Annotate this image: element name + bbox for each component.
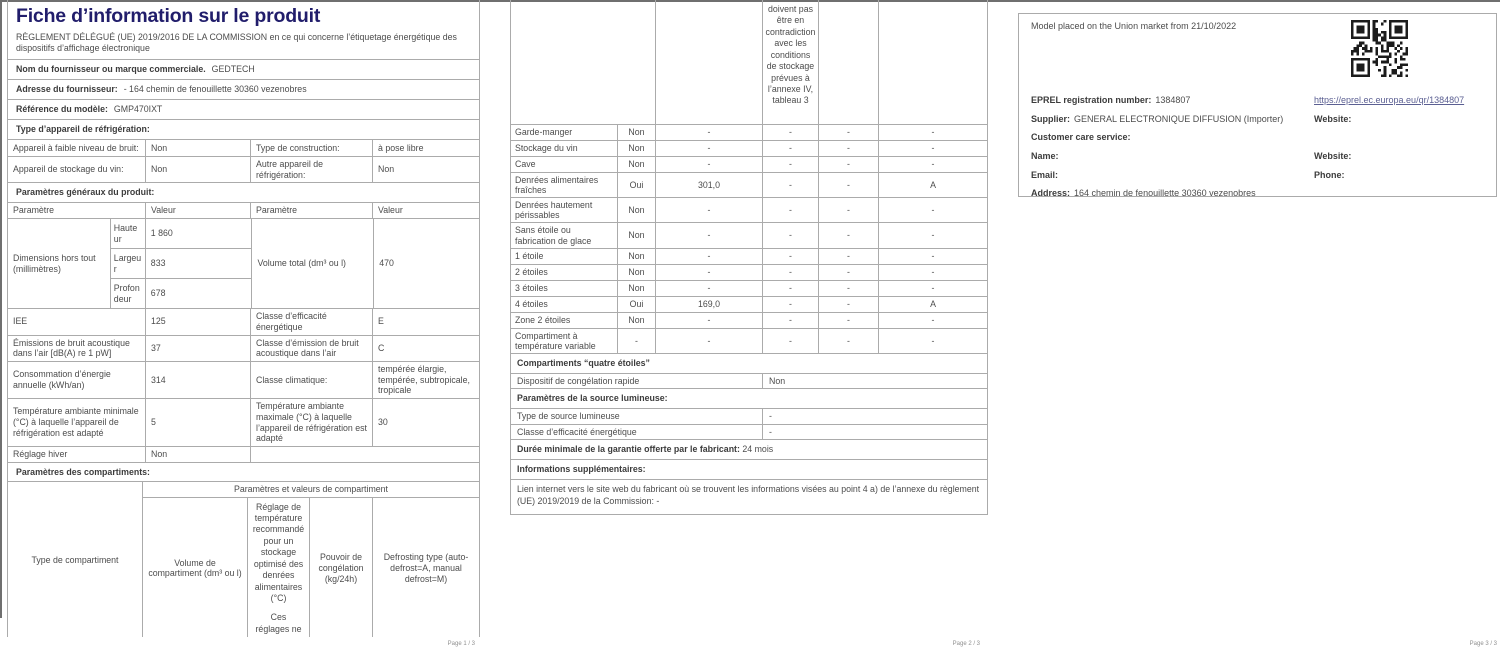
- website-label: Website:: [1314, 114, 1352, 124]
- table-row: [511, 409, 987, 425]
- table-row: [8, 157, 479, 183]
- header-continuation-row: [511, 0, 987, 125]
- supplier-address-label: Adresse du fournisseur:: [16, 84, 118, 95]
- model-reference-label: Référence du modèle:: [16, 104, 108, 115]
- volume-cell: -: [656, 125, 763, 140]
- param-value-header-row: [8, 203, 479, 219]
- compartment-type-cell: Garde-manger: [511, 125, 618, 140]
- table-row: [8, 336, 479, 362]
- compartment-type-cell: Denrées hautement périssables: [511, 198, 618, 222]
- dimension-sub-row: [111, 279, 252, 308]
- temp-setting-col-header: [248, 498, 310, 637]
- dimensions-row: [8, 219, 479, 309]
- param-cell: Consommation d’énergie annuelle (kWh/an): [8, 362, 146, 398]
- supplier-name-row: [8, 60, 479, 80]
- freeze-cell: -: [819, 281, 879, 296]
- dimension-sub-row: [111, 249, 252, 279]
- present-cell: Non: [618, 265, 656, 280]
- temp-cell: -: [763, 223, 819, 247]
- present-cell: Non: [618, 141, 656, 156]
- volume-cell: 169,0: [656, 297, 763, 312]
- present-cell: Non: [618, 223, 656, 247]
- eprel-label: EPREL registration number:: [1031, 95, 1152, 105]
- defrost-cell: A: [930, 299, 936, 310]
- table-row: [511, 297, 987, 313]
- freezing-capacity-col-header: Pouvoir de congélation (kg/24h): [310, 498, 373, 637]
- temp-cell: -: [763, 313, 819, 328]
- supplier-value: GENERAL ELECTRONIQUE DIFFUSION (Importer): [1074, 114, 1284, 124]
- empty-cell: [511, 0, 656, 124]
- name-line: [1031, 151, 1063, 162]
- temp-cell: -: [763, 249, 819, 264]
- address-label: Address:: [1031, 188, 1071, 198]
- volume-cell: 301,0: [656, 173, 763, 197]
- table-row: [511, 313, 987, 329]
- dimension-key: Largeur: [111, 249, 146, 278]
- volume-cell: -: [656, 223, 763, 247]
- present-cell: Oui: [618, 297, 656, 312]
- compartment-type-cell: Zone 2 étoiles: [511, 313, 618, 328]
- section-four-star: Compartiments “quatre étoiles”: [511, 354, 987, 374]
- table-row: [8, 140, 479, 157]
- page-footer-1: Page 1 / 3: [447, 641, 475, 647]
- present-cell: Non: [618, 281, 656, 296]
- compartment-type-cell: 3 étoiles: [511, 281, 618, 296]
- name-label: Name:: [1031, 151, 1059, 161]
- temp-cell: -: [763, 281, 819, 296]
- light-param-label: Type de source lumineuse: [511, 409, 763, 424]
- value-cell: 125: [146, 309, 251, 334]
- qr-code-icon: [1351, 20, 1408, 77]
- present-cell: Non: [618, 249, 656, 264]
- eprel-link-wrap: [1314, 95, 1464, 106]
- supplier-label: Supplier:: [1031, 114, 1071, 124]
- temp-setting-note: Ces réglages ne: [255, 612, 302, 634]
- warranty-label: Durée minimale de la garantie offerte par le fabricant:: [517, 444, 740, 455]
- freeze-cell: -: [819, 329, 879, 353]
- winter-setting-row: [8, 447, 479, 463]
- table-row: [511, 265, 987, 281]
- temp-cell: -: [763, 125, 819, 140]
- freeze-cell: -: [819, 223, 879, 247]
- website-label: Website:: [1314, 151, 1352, 161]
- light-param-value: -: [769, 411, 772, 422]
- customer-care-label: Customer care service:: [1031, 132, 1131, 142]
- volume-cell: -: [656, 265, 763, 280]
- value-cell: à pose libre: [378, 142, 424, 153]
- defrost-cell: -: [931, 267, 935, 278]
- volume-cell: -: [656, 198, 763, 222]
- temp-cell: -: [763, 265, 819, 280]
- section-light-source: Paramètres de la source lumineuse:: [511, 389, 987, 409]
- address-line: [1031, 188, 1256, 199]
- param-header: Paramètre: [251, 203, 373, 218]
- table-row: [8, 309, 479, 335]
- model-reference-value: GMP470IXT: [113, 104, 163, 115]
- freeze-cell: -: [819, 157, 879, 172]
- table-row: [511, 249, 987, 265]
- dimension-value: 678: [150, 288, 166, 299]
- fast-freeze-value: Non: [769, 375, 786, 386]
- compartment-rows: [511, 125, 987, 354]
- param-cell: Autre appareil de réfrigération:: [251, 157, 373, 182]
- website-line-2: [1314, 151, 1355, 162]
- light-param-label: Classe d’efficacité énergétique: [511, 425, 763, 440]
- defrost-cell: -: [931, 127, 935, 138]
- compartment-type-cell: 2 étoiles: [511, 265, 618, 280]
- temp-cell: -: [763, 157, 819, 172]
- value-cell: 37: [146, 336, 251, 361]
- temp-setting-text: Réglage de température recommandé pour un stockage optimisé des denrées alimentaires (°C): [252, 501, 305, 603]
- phone-line: [1314, 170, 1349, 181]
- fast-freeze-label: Dispositif de congélation rapide: [511, 374, 763, 389]
- fast-freeze-row: [511, 374, 987, 390]
- compartment-type-cell: Compartiment à température variable: [511, 329, 618, 353]
- compartment-header-block: [8, 482, 479, 637]
- value-cell: Non: [146, 157, 251, 182]
- table-row: [511, 141, 987, 157]
- param-cell: Classe d’efficacité énergétique: [251, 309, 373, 334]
- page-3: [1018, 13, 1497, 197]
- volume-cell: -: [656, 157, 763, 172]
- defrost-type-col-header: Defrosting type (auto-defrost=A, manual defrost=M): [383, 552, 469, 584]
- winter-value: Non: [146, 447, 251, 462]
- general-param-rows: [8, 309, 479, 447]
- table-row: [511, 425, 987, 441]
- table-row: [8, 399, 479, 447]
- page-2: [510, 0, 988, 515]
- dimension-key: Hauteur: [111, 219, 146, 248]
- dimensions-label: Dimensions hors tout (millimètres): [8, 219, 111, 308]
- supplier-name-label: Nom du fournisseur ou marque commerciale.: [16, 64, 206, 75]
- temp-cell: -: [763, 297, 819, 312]
- empty-cell: [879, 0, 987, 124]
- present-cell: Non: [618, 157, 656, 172]
- customer-care-line: [1031, 132, 1135, 143]
- winter-label: Réglage hiver: [8, 447, 146, 462]
- scan-edge-left: [0, 0, 2, 618]
- table-row: [511, 198, 987, 223]
- dimension-value: 833: [150, 258, 166, 269]
- dimension-key: Profondeur: [111, 279, 146, 308]
- light-source-rows: [511, 409, 987, 440]
- market-date-line: Model placed on the Union market from 21/10/2022: [1031, 21, 1237, 31]
- total-volume-label: Volume total (dm³ ou l): [252, 219, 374, 308]
- defrost-cell: A: [930, 180, 936, 191]
- freeze-cell: -: [819, 249, 879, 264]
- freeze-cell: -: [819, 125, 879, 140]
- temp-cell: -: [763, 141, 819, 156]
- present-cell: Oui: [618, 173, 656, 197]
- present-cell: Non: [618, 125, 656, 140]
- email-line: [1031, 170, 1062, 181]
- table-row: [511, 281, 987, 297]
- param-cell: Classe d’émission de bruit acoustique dans l’air: [251, 336, 373, 361]
- section-additional-info: Informations supplémentaires:: [511, 460, 987, 480]
- compartment-params-title: Paramètres et valeurs de compartiment: [143, 482, 479, 498]
- empty-cell: [819, 0, 879, 124]
- present-cell: -: [618, 329, 656, 353]
- defrost-cell: -: [931, 143, 935, 154]
- section-compartment-params: Paramètres des compartiments:: [8, 463, 479, 483]
- temp-cell: -: [763, 329, 819, 353]
- value-cell: C: [378, 342, 385, 353]
- phone-label: Phone:: [1314, 170, 1345, 180]
- param-header: Paramètre: [8, 203, 146, 218]
- volume-cell: -: [656, 141, 763, 156]
- dimension-value: 1 860: [150, 228, 173, 239]
- value-header: Valeur: [378, 205, 403, 216]
- compartment-type-col-header: Type de compartiment: [8, 482, 143, 637]
- temp-cell: -: [763, 198, 819, 222]
- value-cell: Non: [378, 164, 395, 175]
- defrost-cell: -: [931, 205, 935, 216]
- website-line-1: [1314, 114, 1355, 125]
- table-row: [8, 362, 479, 399]
- address-value: 164 chemin de fenouillette 30360 vezenobres: [1074, 188, 1256, 198]
- total-volume-value: 470: [379, 258, 394, 269]
- manufacturer-link-line: Lien internet vers le site web du fabricant où se trouvent les informations visées au point 4 a) de l’annexe du règlement (UE) 2019/2019 de la Commission: -: [517, 483, 980, 506]
- param-cell: Température ambiante maximale (°C) à laquelle l’appareil de réfrigération est adapté: [251, 399, 373, 446]
- page-title: Fiche d’information sur le produit: [16, 5, 321, 27]
- defrost-cell: -: [931, 283, 935, 294]
- value-cell: E: [378, 316, 384, 327]
- freeze-cell: -: [819, 265, 879, 280]
- supplier-address-row: [8, 80, 479, 100]
- temp-setting-continuation: doivent pas être en contradiction avec les conditions de stockage prévues à l’annexe IV, tableau 3: [763, 0, 819, 124]
- page-footer-3: Page 3 / 3: [1469, 641, 1497, 647]
- param-cell: Appareil de stockage du vin:: [8, 157, 146, 182]
- regulation-subtitle: RÈGLEMENT DÉLÉGUÉ (UE) 2019/2016 DE LA COMMISSION en ce qui concerne l’étiquetage énergétique des dispositifs d’affichage électronique: [8, 31, 479, 60]
- volume-col-header: Volume de compartiment (dm³ ou l): [143, 498, 248, 637]
- eprel-value: 1384807: [1155, 95, 1191, 105]
- supplier-name-value: GEDTECH: [211, 64, 255, 75]
- compartment-type-cell: Denrées alimentaires fraîches: [511, 173, 618, 197]
- value-cell: 30: [378, 417, 388, 428]
- compartment-type-cell: Cave: [511, 157, 618, 172]
- compartment-type-cell: Sans étoile ou fabrication de glace: [511, 223, 618, 247]
- volume-cell: -: [656, 281, 763, 296]
- compartment-type-cell: 4 étoiles: [511, 297, 618, 312]
- value-header: Valeur: [146, 203, 251, 218]
- param-cell: IEE: [8, 309, 146, 334]
- supplier-address-value: - 164 chemin de fenouillette 30360 vezenobres: [123, 84, 307, 95]
- eprel-registration-line: [1031, 95, 1190, 106]
- table-row: [511, 329, 987, 354]
- freeze-cell: -: [819, 313, 879, 328]
- table-row: [511, 173, 987, 198]
- dimension-sub-row: [111, 219, 252, 249]
- param-cell: Température ambiante minimale (°C) à laquelle l’appareil de réfrigération est adapté: [8, 399, 146, 446]
- param-cell: Appareil à faible niveau de bruit:: [8, 140, 146, 156]
- volume-cell: -: [656, 249, 763, 264]
- freeze-cell: -: [819, 198, 879, 222]
- warranty-value: 24 mois: [742, 444, 774, 455]
- table-row: [511, 157, 987, 173]
- supplier-line: [1031, 114, 1283, 125]
- eprel-qr-link[interactable]: https://eprel.ec.europa.eu/qr/1384807: [1314, 95, 1465, 105]
- light-param-value: -: [769, 426, 772, 437]
- dimensions-sub-rows: [111, 219, 253, 308]
- freeze-cell: -: [819, 141, 879, 156]
- freeze-cell: -: [819, 297, 879, 312]
- compartment-type-cell: Stockage du vin: [511, 141, 618, 156]
- defrost-cell: -: [931, 251, 935, 262]
- compartment-type-cell: 1 étoile: [511, 249, 618, 264]
- warranty-row: [511, 440, 987, 460]
- value-cell: Non: [146, 140, 251, 156]
- empty-cell: [251, 447, 479, 462]
- section-general-params: Paramètres généraux du produit:: [8, 183, 479, 203]
- param-cell: Classe climatique:: [251, 362, 373, 398]
- present-cell: Non: [618, 198, 656, 222]
- value-cell: 5: [146, 399, 251, 446]
- page-1: [7, 0, 480, 637]
- section-appliance-type: Type d’appareil de réfrigération:: [8, 120, 479, 140]
- volume-cell: -: [656, 329, 763, 353]
- empty-cell: [656, 0, 763, 124]
- model-reference-row: [8, 100, 479, 120]
- table-row: [511, 223, 987, 248]
- param-cell: Émissions de bruit acoustique dans l’air [dB(A) re 1 pW]: [8, 336, 146, 361]
- value-cell: tempérée élargie, tempérée, subtropicale, tropicale: [378, 363, 470, 396]
- defrost-cell: -: [931, 230, 935, 241]
- value-cell: 314: [146, 362, 251, 398]
- freeze-cell: -: [819, 173, 879, 197]
- defrost-cell: -: [931, 335, 935, 346]
- temp-cell: -: [763, 173, 819, 197]
- defrost-cell: -: [931, 159, 935, 170]
- table-row: [511, 125, 987, 141]
- defrost-cell: -: [931, 315, 935, 326]
- present-cell: Non: [618, 313, 656, 328]
- email-label: Email:: [1031, 170, 1059, 180]
- page-footer-2: Page 2 / 3: [952, 641, 980, 647]
- volume-cell: -: [656, 313, 763, 328]
- param-cell: Type de construction:: [251, 140, 373, 156]
- appliance-type-rows: [8, 140, 479, 183]
